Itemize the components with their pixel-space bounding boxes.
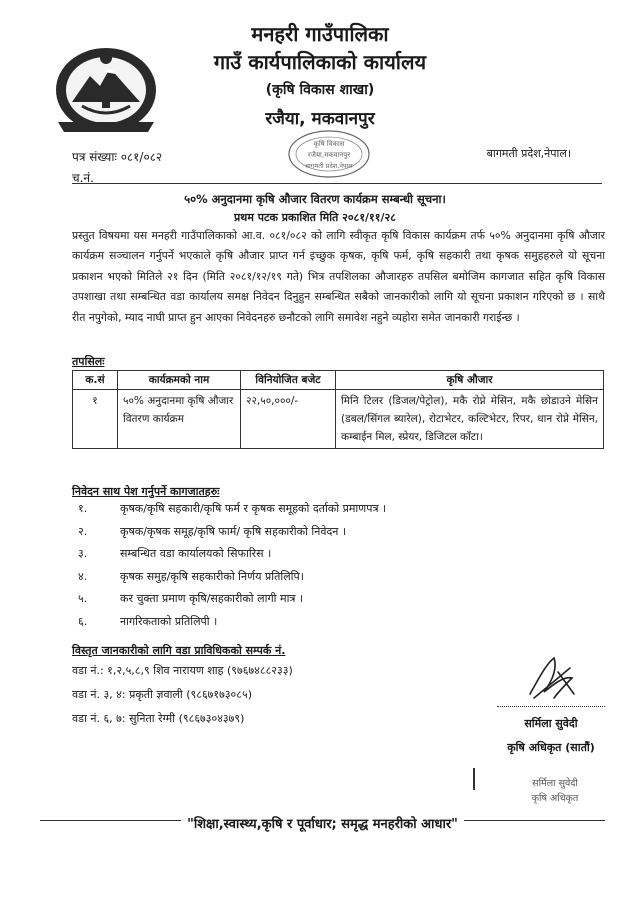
contact-label: विस्तृत जानकारीको लागि वडा प्राविधिकको सम्पर्क नं. [72,644,286,657]
signature-icon [524,650,580,704]
svg-text:रजैया,मकवानपुर: रजैया,मकवानपुर [307,151,351,159]
header-serial: क.सं [73,371,118,390]
notice-body: प्रस्तुत विषयमा यस मनहरी गाउँपालिकाको आ.व. ०८१/०८२ को लागि स्वीकृत कृषि विकास कार्यक्रम तर्फ ५०% अनुदानमा कृषि औजार कार्यक्रम सञ्चालन गर्नुपर्ने भएकाले कृषि औजार प्राप्त गर्न इच्छुक कृषक, कृषि फर्म, कृषि सहकारी तथा कृषक समुहहरुले यो सूचना प्रकाशन भएको मितिले २१ दिन (मिति २०८१/१२/१९ गते) भित्र तपशिलका औजारहरु तपसिल बमोजिम कागजात सहित कृषि विकास उपशाखा तथा सम्बन्धित वडा कार्यालय समक्ष निवेदन दिनुहुन सम्बन्धित सबैको जानकारीको लागि यो सूचना प्रकाशन गरिएको छ । साथै रीत नपुगेको, म्याद नाघी प्राप्त हुन आएका निवेदनहरु छनौटको लागि समावेश नहुने व्यहोरा समेत जानकारी गराईन्छ । [72,229,605,324]
signatory-name: सर्मिला सुवेदी [524,717,578,730]
list-item: ५. कर चुक्ता प्रमाण कृषि/सहकारीको लागी मात्र । [78,592,304,605]
office-name: गाउँ कार्यपालिकाको कार्यालय [213,50,427,74]
notice-title: ५०% अनुदानमा कृषि औजार वितरण कार्यक्रम सम्बन्धी सूचना। [184,192,446,206]
office-stamp-icon [286,128,372,180]
schedule-table [72,370,604,449]
header-budget: विनियोजित बजेट [241,371,336,390]
cell-program: ५०% अनुदानमा कृषि औजार वितरण कार्यक्रम [118,390,241,449]
contact-line: वडा नं.: १,२,५,८,९ शिव नारायण शाह (९७६७४८८२३३) [72,664,293,677]
table-row [73,390,604,449]
margin-mark [473,768,475,790]
contact-line: वडा नं. ३, ४: प्रकृती ज्ञवाली (९८६७१७३०८५) [72,688,253,701]
svg-text:बागमती प्रदेश,नेपाल: बागमती प्रदेश,नेपाल [305,162,353,170]
svg-text:कृषि विकास: कृषि विकास [313,140,345,148]
province-label: बागमती प्रदेश,नेपाल। [486,147,571,160]
cell-tools: मिनि टिलर (डिजल/पेट्रोल), मकै रोप्ने मेसिन, मकै छोडाउने मेसिन (डबल/सिंगल ब्यारेल), रोटाभेटर, कल्टिभेटर, रिपर, धान रोप्ने मेसिन, कम्बाईन मिल, स्प्रेयर, डिजिटल काँटा। [336,390,604,449]
header-program: कार्यक्रमको नाम [118,371,241,390]
list-item: ६. नागरिकताको प्रतिलिपी । [78,614,218,628]
cell-serial: १ [73,390,118,449]
table-header-row [73,371,604,390]
signature-line [497,706,605,707]
footer-slogan: "शिक्षा,स्वास्थ्य,कृषि र पूर्वाधार; समृद्ध मनहरीको आधार" [40,814,605,832]
header-divider [72,183,602,184]
signatory-stamp-title: कृषि अधिकृत [531,793,579,804]
header-tools: कृषि औजार [336,371,604,390]
list-item: २. कृषक/कृषक समूह/कृषि फार्म/ कृषि सहकारीको निवेदन । [78,524,347,538]
dispatch-number: च.नं. [72,171,94,185]
reference-number: पत्र संख्याः ०८१/०८२ [72,150,163,164]
municipality-name: मनहरी गाउँपालिका [251,22,389,46]
list-item: ४. कृषक समुह/कृषि सहकारीको निर्णय प्रतिलिपि। [78,569,304,583]
government-emblem-icon [52,40,160,136]
list-item: ३. सम्बन्धित वडा कार्यालयको सिफारिस । [78,547,272,560]
notice-published-date: प्रथम पटक प्रकाशित मिति २०८१/११/२८ [234,211,396,224]
contact-line: वडा नं. ६, ७: सुनिता रेग्मी (९८६७३०४३७९) [72,712,245,725]
section-name: (कृषि विकास शाखा) [265,82,375,98]
signatory-stamp-name: सर्मिला सुवेदी [532,778,578,789]
documents-label: निवेदन साथ पेश गर्नुपर्ने कागजातहरुः [72,485,220,498]
signatory-title: कृषि अधिकृत (सातौं) [507,741,595,754]
list-item: १. कृषक/कृषि सहकारी/कृषि फर्म र कृषक समूहको दर्ताको प्रमाणपत्र । [78,502,387,515]
office-address: रजैया, मकवानपुर [265,109,375,129]
cell-budget: २२,५०,०००/- [241,390,336,449]
schedule-label: तपसिलः [72,355,105,368]
documents-list [72,498,492,633]
